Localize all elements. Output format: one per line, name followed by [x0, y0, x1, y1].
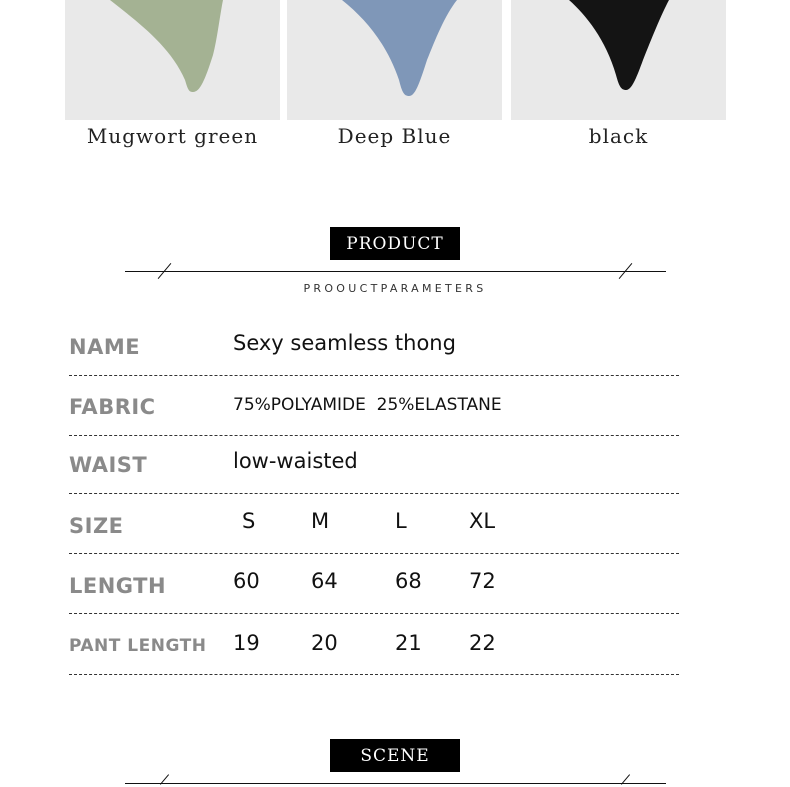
- param-row-size: [69, 493, 679, 554]
- param-label: PANT LENGTH: [69, 636, 207, 656]
- length-m: 64: [311, 569, 338, 593]
- param-label: LENGTH: [69, 574, 167, 598]
- section-divider: [125, 271, 666, 272]
- param-value: low-waisted: [233, 449, 358, 473]
- param-row-waist: [69, 433, 679, 494]
- param-row-name: [69, 315, 679, 376]
- param-row-fabric: [69, 375, 679, 436]
- pant-length-m: 20: [311, 631, 338, 655]
- length-l: 68: [395, 569, 422, 593]
- length-s: 60: [233, 569, 260, 593]
- size-m: M: [311, 509, 330, 533]
- param-row-length: [69, 553, 679, 614]
- param-row-pant-length: [69, 614, 679, 675]
- swatch-label: Deep Blue: [337, 124, 452, 148]
- scene-section-tag: SCENE: [330, 739, 460, 772]
- thong-image-blue: [287, 0, 502, 120]
- pant-length-xl: 22: [469, 631, 496, 655]
- swatch-label: black: [588, 124, 649, 148]
- section-divider: [125, 783, 666, 784]
- param-label: FABRIC: [69, 395, 156, 419]
- swatch-deep-blue[interactable]: [287, 0, 502, 120]
- pant-length-s: 19: [233, 631, 260, 655]
- param-label: NAME: [69, 335, 141, 359]
- size-xl: XL: [469, 509, 496, 533]
- length-xl: 72: [469, 569, 496, 593]
- product-parameters-subtitle: PROOUCTPARAMETERS: [303, 282, 487, 295]
- param-value: Sexy seamless thong: [233, 331, 456, 355]
- product-section-tag: PRODUCT: [330, 227, 460, 260]
- size-s: S: [242, 509, 256, 533]
- pant-length-l: 21: [395, 631, 422, 655]
- param-label: SIZE: [69, 514, 124, 538]
- param-value: 75%POLYAMIDE 25%ELASTANE: [233, 395, 502, 415]
- thong-image-green: [65, 0, 280, 120]
- swatch-mugwort-green[interactable]: [65, 0, 280, 120]
- thong-image-black: [511, 0, 726, 120]
- param-label: WAIST: [69, 453, 148, 477]
- swatch-label: Mugwort green: [86, 124, 259, 148]
- size-l: L: [395, 509, 407, 533]
- swatch-black[interactable]: [511, 0, 726, 120]
